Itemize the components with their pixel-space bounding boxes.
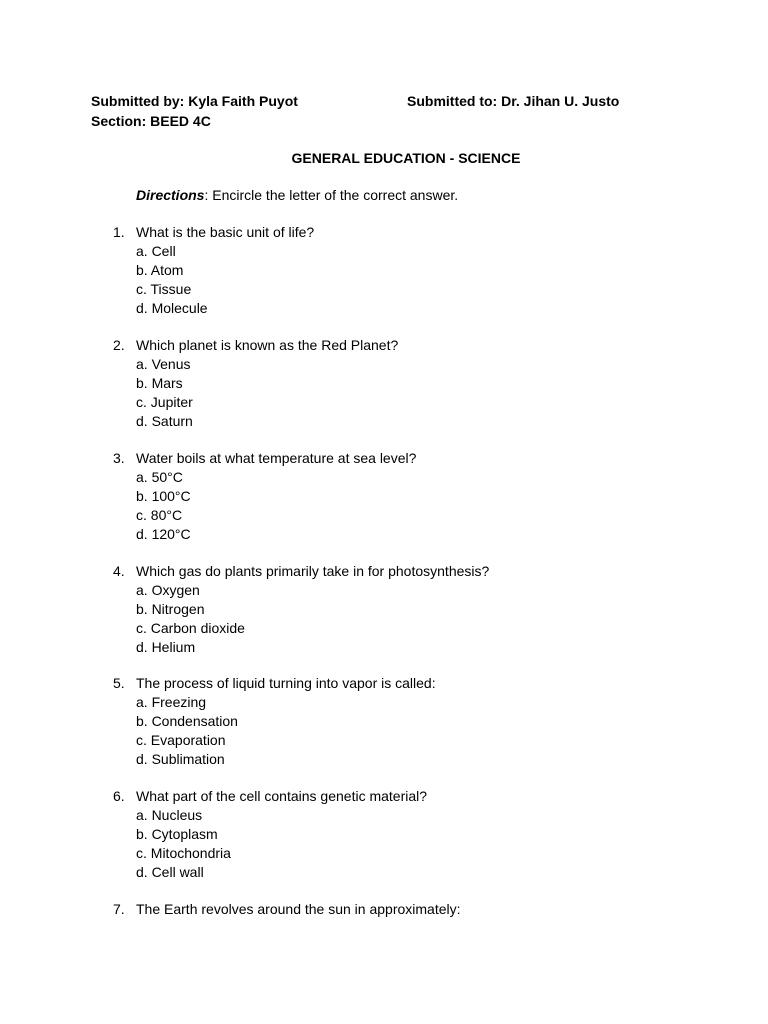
option: c. Mitochondria xyxy=(136,845,231,861)
directions xyxy=(136,186,458,204)
option: a. Freezing xyxy=(136,694,207,710)
submitted-by: Submitted by: Kyla Faith Puyot xyxy=(91,93,298,109)
option: b. Mars xyxy=(136,375,183,391)
option: d. Cell wall xyxy=(136,864,204,880)
option: b. 100°C xyxy=(136,488,191,504)
option: b. Atom xyxy=(136,262,184,278)
question-number: 7. xyxy=(113,901,125,917)
section: Section: BEED 4C xyxy=(91,113,211,129)
question-number: 4. xyxy=(113,563,125,579)
question-text: What is the basic unit of life? xyxy=(136,224,315,240)
option: c. Jupiter xyxy=(136,394,193,410)
question-text: Which planet is known as the Red Planet? xyxy=(136,337,399,353)
option: c. Carbon dioxide xyxy=(136,620,245,636)
option: a. Cell xyxy=(136,243,176,259)
question-text: Water boils at what temperature at sea level? xyxy=(136,450,417,466)
submitted-to: Submitted to: Dr. Jihan U. Justo xyxy=(407,93,620,109)
option: d. 120°C xyxy=(136,526,191,542)
option: b. Nitrogen xyxy=(136,601,205,617)
directions-label: Directions xyxy=(136,187,205,203)
option: a. 50°C xyxy=(136,469,183,485)
option: d. Helium xyxy=(136,639,196,655)
directions-text: : Encircle the letter of the correct answer. xyxy=(204,187,459,203)
question-number: 3. xyxy=(113,450,125,466)
question-number: 2. xyxy=(113,337,125,353)
option: c. Evaporation xyxy=(136,732,226,748)
option: c. 80°C xyxy=(136,507,183,523)
option: b. Condensation xyxy=(136,713,238,729)
option: a. Oxygen xyxy=(136,582,200,598)
question-text: The Earth revolves around the sun in approximately: xyxy=(136,901,461,917)
question-text: The process of liquid turning into vapor is called: xyxy=(136,675,436,691)
question-number: 5. xyxy=(113,675,125,691)
question-number: 1. xyxy=(113,224,125,240)
page-title: GENERAL EDUCATION - SCIENCE xyxy=(291,150,521,166)
option: d. Sublimation xyxy=(136,751,225,767)
question-text: What part of the cell contains genetic material? xyxy=(136,788,428,804)
question-text: Which gas do plants primarily take in for photosynthesis? xyxy=(136,563,490,579)
question-number: 6. xyxy=(113,788,125,804)
option: b. Cytoplasm xyxy=(136,826,218,842)
option: d. Molecule xyxy=(136,300,208,316)
option: a. Nucleus xyxy=(136,807,203,823)
option: a. Venus xyxy=(136,356,191,372)
option: d. Saturn xyxy=(136,413,193,429)
option: c. Tissue xyxy=(136,281,192,297)
